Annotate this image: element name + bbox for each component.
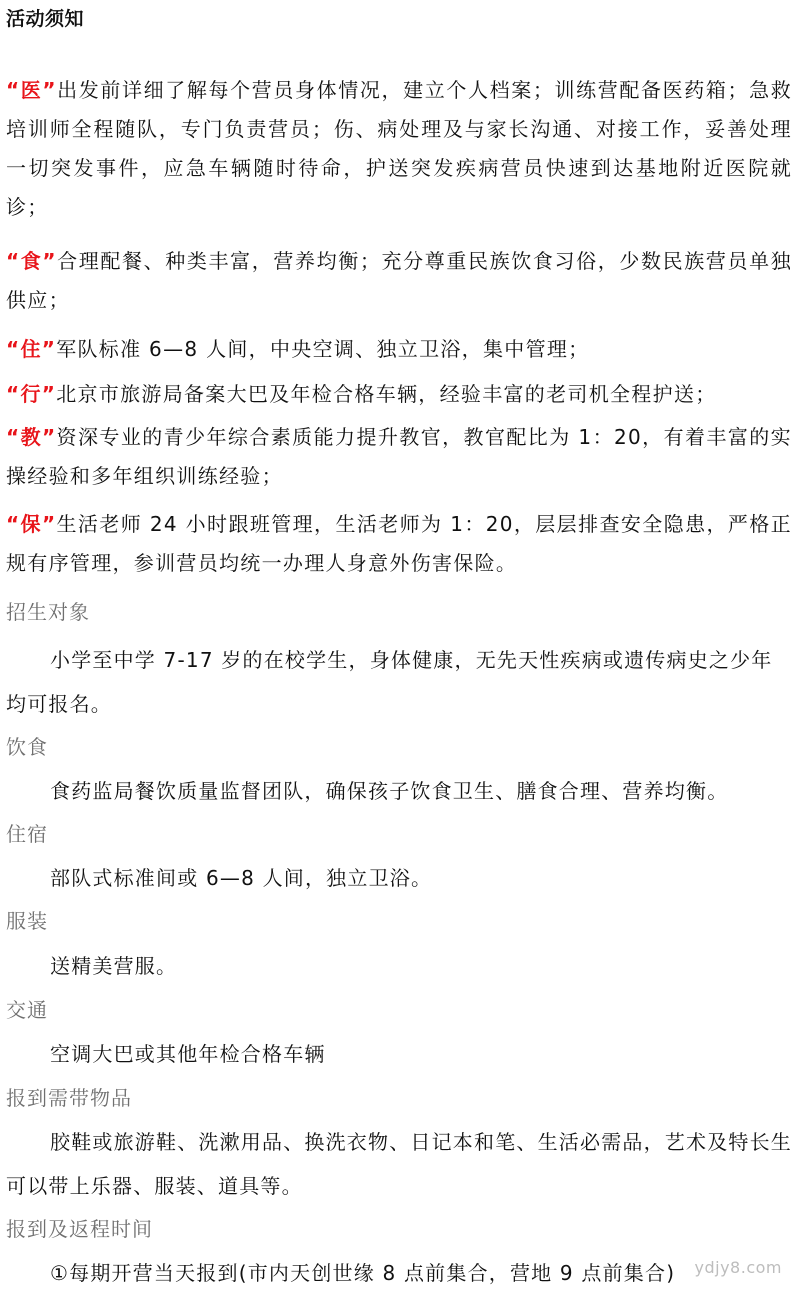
notice-text: 出发前详细了解每个营员身体情况，建立个人档案；训练营配备医药箱；急救培训师全程随队，专门负责营员；伤、病处理及与家长沟通、对接工作，妥善处理一切突发事件，应急车辆随时待命，护送突发疾病营员快速到达基地附近医院就诊； xyxy=(6,78,792,219)
section-body-diet: 食药监局餐饮质量监督团队，确保孩子饮食卫生、膳食合理、营养均衡。 xyxy=(50,779,729,803)
notice-key: “行” xyxy=(6,382,57,406)
section-heading-schedule: 报到及返程时间 xyxy=(6,1217,153,1241)
section-heading-items: 报到需带物品 xyxy=(6,1086,132,1110)
notice-key: “教” xyxy=(6,425,57,449)
notice-safety xyxy=(6,505,792,583)
section-heading-traffic: 交通 xyxy=(6,998,48,1022)
watermark: ydjy8.com xyxy=(694,1258,782,1277)
notice-key: “住” xyxy=(6,337,57,361)
notice-text: 北京市旅游局备案大巴及年检合格车辆，经验丰富的老司机全程护送； xyxy=(56,382,717,406)
notice-medical xyxy=(6,71,792,227)
notice-key: “食” xyxy=(6,249,57,273)
section-body-traffic: 空调大巴或其他年检合格车辆 xyxy=(50,1042,326,1066)
notice-text: 合理配餐、种类丰富，营养均衡；充分尊重民族饮食习俗，少数民族营员单独供应； xyxy=(6,249,792,312)
notice-lodging xyxy=(6,330,792,369)
section-body-clothing: 送精美营服。 xyxy=(50,954,178,978)
section-heading-clothing: 服装 xyxy=(6,909,48,933)
section-heading-enrollment: 招生对象 xyxy=(6,600,90,624)
notice-key: “保” xyxy=(6,512,57,536)
section-heading-diet: 饮食 xyxy=(6,735,48,759)
section-heading-accommodation: 住宿 xyxy=(6,822,48,846)
section-body-accommodation: 部队式标准间或 6—8 人间，独立卫浴。 xyxy=(50,866,433,890)
notice-transport xyxy=(6,375,792,414)
notice-education xyxy=(6,418,792,496)
notice-text: 资深专业的青少年综合素质能力提升教官，教官配比为 1：20，有着丰富的实操经验和多年组织训练经验； xyxy=(6,425,792,488)
section-body-schedule: ①每期开营当天报到(市内天创世缘 8 点前集合，营地 9 点前集合) xyxy=(50,1261,676,1285)
section-body-enrollment: 小学至中学 7-17 岁的在校学生，身体健康，无先天性疾病或遗传病史之少年均可报名。 xyxy=(6,648,773,716)
notice-text: 军队标准 6—8 人间，中央空调、独立卫浴，集中管理； xyxy=(56,337,590,361)
notice-text: 生活老师 24 小时跟班管理，生活老师为 1：20，层层排查安全隐患，严格正规有序管理，参训营员均统一办理人身意外伤害保险。 xyxy=(6,512,792,575)
notice-key: “医” xyxy=(6,78,57,102)
notice-food xyxy=(6,242,792,320)
page-title: 活动须知 xyxy=(6,8,85,30)
section-body-items: 胶鞋或旅游鞋、洗漱用品、换洗衣物、日记本和笔、生活必需品，艺术及特长生可以带上乐器、服装、道具等。 xyxy=(6,1130,792,1198)
